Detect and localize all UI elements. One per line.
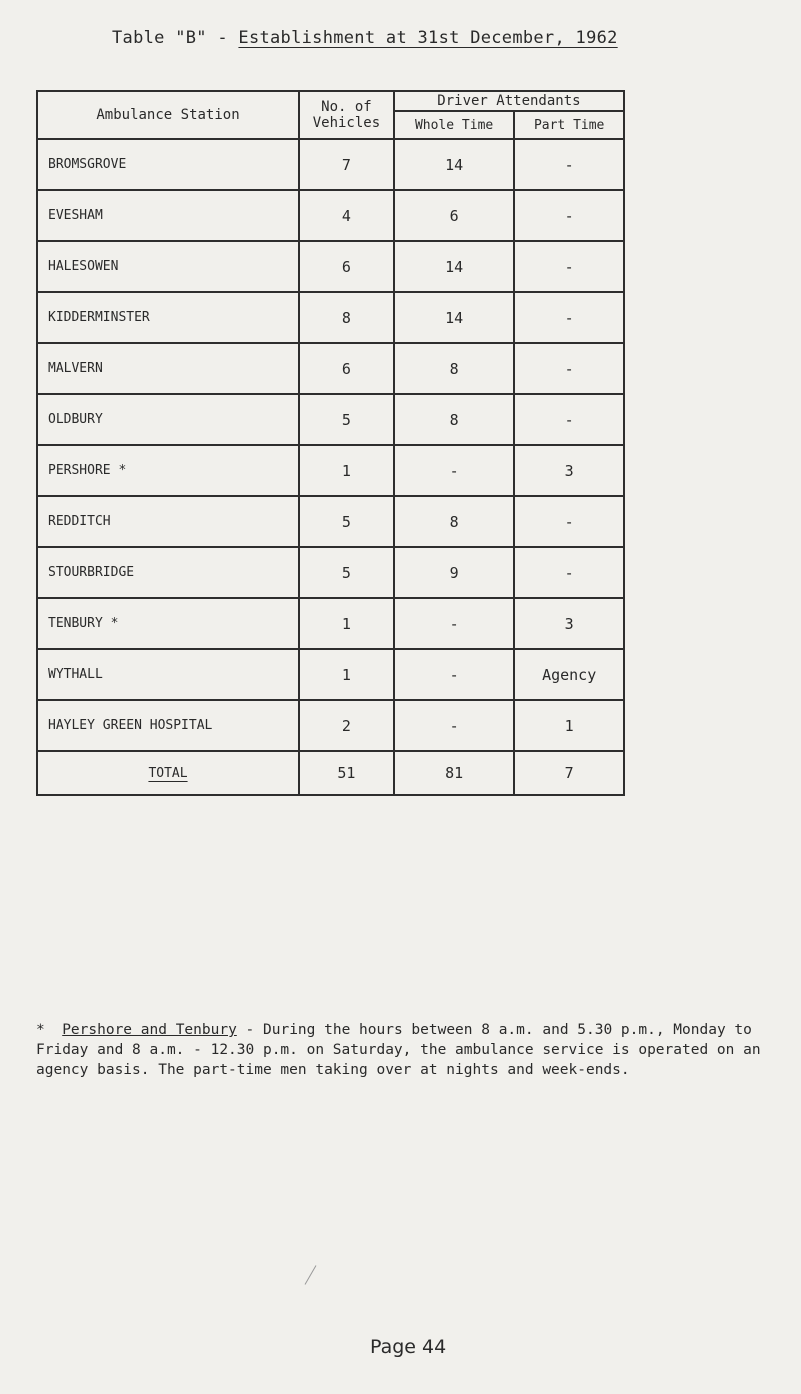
footnote-subject: Pershore and Tenbury — [62, 1022, 237, 1038]
table-row — [37, 445, 624, 496]
header-driver-attendants: Driver Attendants — [394, 91, 624, 111]
station-cell: BROMSGROVE — [37, 139, 299, 190]
footnote — [36, 1020, 781, 1080]
table-row — [37, 649, 624, 700]
station-cell: PERSHORE * — [37, 445, 299, 496]
vehicles-cell: 6 — [299, 343, 394, 394]
table-row — [37, 394, 624, 445]
vehicles-cell: 1 — [299, 598, 394, 649]
page-number: Page 44 — [370, 1336, 447, 1358]
table-row — [37, 241, 624, 292]
part-time-cell: 1 — [514, 700, 624, 751]
vehicles-cell: 5 — [299, 394, 394, 445]
vehicles-cell: 5 — [299, 547, 394, 598]
pencil-mark — [305, 1265, 317, 1285]
vehicles-cell: 1 — [299, 649, 394, 700]
whole-time-cell: 6 — [394, 190, 514, 241]
part-time-cell: - — [514, 292, 624, 343]
whole-time-cell: 14 — [394, 241, 514, 292]
table-title — [112, 28, 618, 48]
header-station: Ambulance Station — [37, 91, 299, 139]
station-cell: TENBURY * — [37, 598, 299, 649]
station-cell: OLDBURY — [37, 394, 299, 445]
station-cell: STOURBRIDGE — [37, 547, 299, 598]
header-vehicles: No. of Vehicles — [299, 91, 394, 139]
title-prefix: Table "B" - — [112, 28, 239, 48]
whole-time-cell: 14 — [394, 292, 514, 343]
whole-time-cell: 8 — [394, 394, 514, 445]
total-vehicles: 51 — [299, 751, 394, 795]
whole-time-cell: 9 — [394, 547, 514, 598]
part-time-cell: - — [514, 394, 624, 445]
table-row — [37, 292, 624, 343]
footnote-text: - During the hours between 8 a.m. and 5.30 p.m., Monday to Friday and 8 a.m. - 12.30 p.m. on Saturday, the ambulance service is operated on an agency basis. The part-time men taking over at nights and week-ends. — [36, 1022, 761, 1078]
total-part-time: 7 — [514, 751, 624, 795]
vehicles-cell: 1 — [299, 445, 394, 496]
vehicles-cell: 8 — [299, 292, 394, 343]
part-time-cell: 3 — [514, 445, 624, 496]
part-time-cell: - — [514, 547, 624, 598]
whole-time-cell: - — [394, 649, 514, 700]
station-cell: KIDDERMINSTER — [37, 292, 299, 343]
part-time-cell: Agency — [514, 649, 624, 700]
station-cell: HALESOWEN — [37, 241, 299, 292]
part-time-cell: - — [514, 190, 624, 241]
table-row — [37, 496, 624, 547]
establishment-table — [36, 90, 625, 796]
vehicles-cell: 4 — [299, 190, 394, 241]
footnote-marker: * — [36, 1022, 45, 1038]
whole-time-cell: - — [394, 700, 514, 751]
vehicles-cell: 5 — [299, 496, 394, 547]
total-label: TOTAL — [37, 751, 299, 795]
whole-time-cell: 8 — [394, 343, 514, 394]
part-time-cell: - — [514, 343, 624, 394]
table-row — [37, 190, 624, 241]
table-row — [37, 598, 624, 649]
vehicles-cell: 7 — [299, 139, 394, 190]
whole-time-cell: - — [394, 598, 514, 649]
part-time-cell: - — [514, 139, 624, 190]
table-row — [37, 547, 624, 598]
station-cell: MALVERN — [37, 343, 299, 394]
title-underlined: Establishment at 31st December, 1962 — [238, 28, 618, 48]
part-time-cell: - — [514, 241, 624, 292]
station-cell: HAYLEY GREEN HOSPITAL — [37, 700, 299, 751]
whole-time-cell: 14 — [394, 139, 514, 190]
table-row — [37, 139, 624, 190]
station-cell: WYTHALL — [37, 649, 299, 700]
station-cell: EVESHAM — [37, 190, 299, 241]
header-part-time: Part Time — [514, 111, 624, 139]
table-row — [37, 700, 624, 751]
table-row — [37, 343, 624, 394]
vehicles-cell: 2 — [299, 700, 394, 751]
vehicles-cell: 6 — [299, 241, 394, 292]
part-time-cell: 3 — [514, 598, 624, 649]
whole-time-cell: - — [394, 445, 514, 496]
header-whole-time: Whole Time — [394, 111, 514, 139]
station-cell: REDDITCH — [37, 496, 299, 547]
part-time-cell: - — [514, 496, 624, 547]
total-row — [37, 751, 624, 795]
total-whole-time: 81 — [394, 751, 514, 795]
whole-time-cell: 8 — [394, 496, 514, 547]
